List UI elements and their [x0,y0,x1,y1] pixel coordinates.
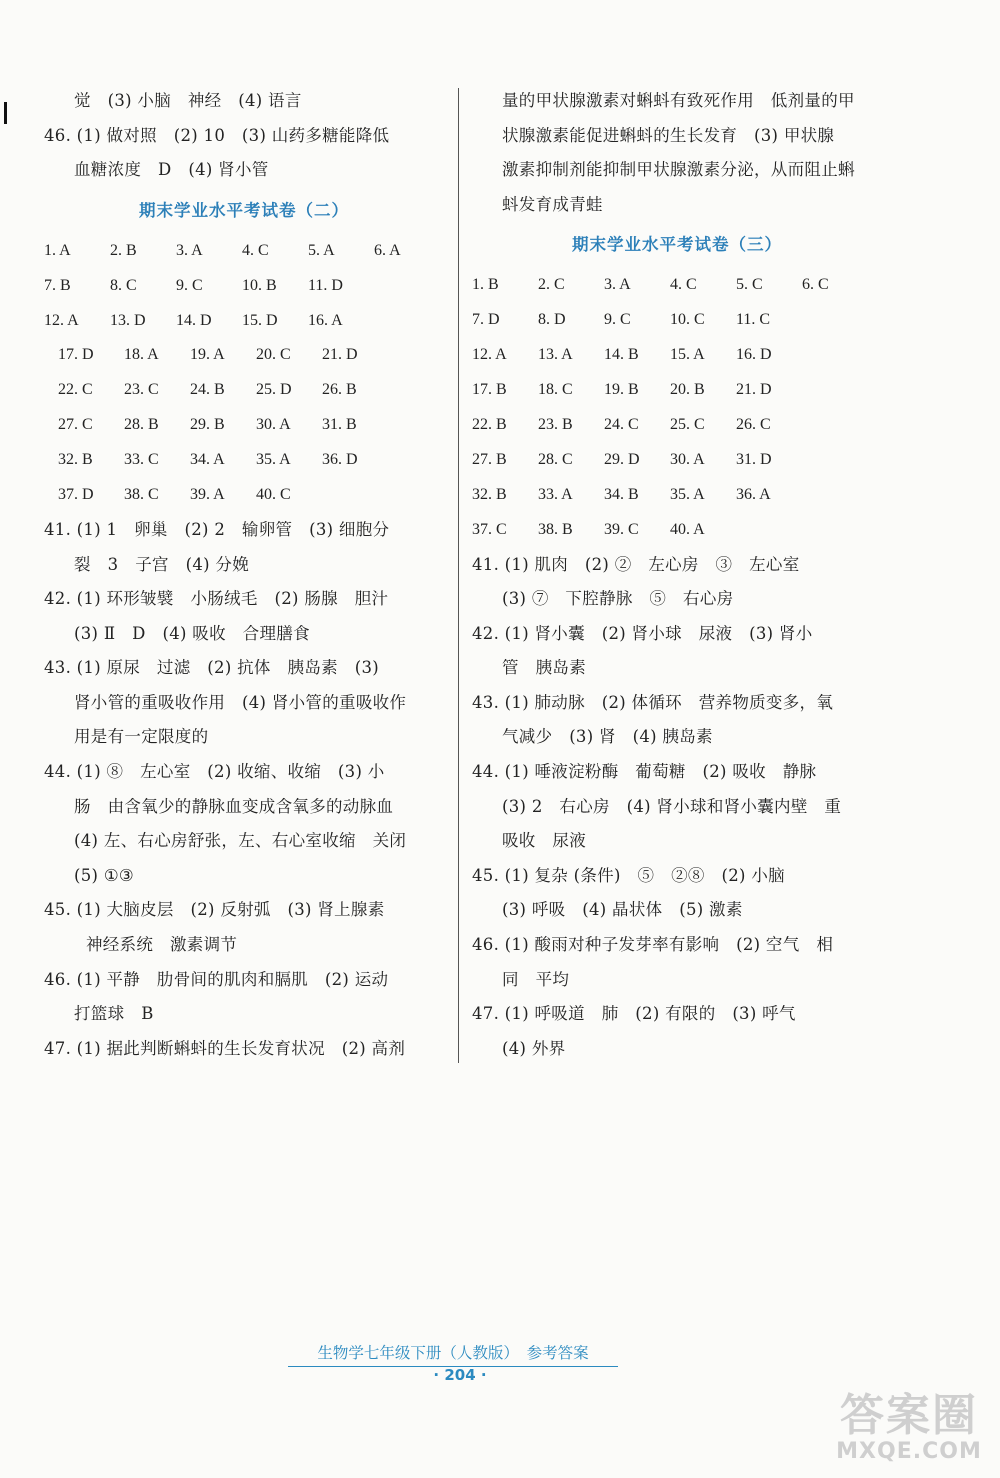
mc-answer: 39. A [190,486,225,504]
mc-answer: 36. D [322,451,358,469]
mc-answer: 26. C [736,415,771,433]
answer-line: 量的甲状腺激素对蝌蚪有致死作用 低剂量的甲 [502,91,855,110]
mc-answer: 31. B [322,416,357,434]
mc-answer: 8. D [538,311,566,329]
mc-answer: 6. C [802,276,829,294]
mc-answer: 36. A [736,485,771,503]
watermark-brand: 答案圈 [840,1390,978,1441]
right-post-lines [472,548,882,1067]
answer-line: 用是有一定限度的 [74,727,209,747]
mc-answer: 35. A [670,485,705,503]
mc-answer: 8. C [110,276,137,294]
left-column [44,84,444,1066]
mc-answer: 7. B [44,276,71,294]
section-title-exam-2: 期末学业水平考试卷（二） [139,200,349,220]
mc-answer-row [44,338,444,373]
answer-line: 血糖浓度 D (4) 肾小管 [74,160,269,180]
answer-line: 肾小管的重吸收作用 (4) 肾小管的重吸收作 [74,692,407,712]
mc-answer: 16. D [736,346,772,364]
mc-answer: 22. B [472,415,507,433]
mc-answer: 39. C [604,520,639,538]
mc-answer: 14. B [604,346,639,364]
mc-answer: 22. C [58,381,93,399]
section-title-exam-3: 期末学业水平考试卷（三） [572,235,782,255]
mc-answer: 24. B [190,381,225,399]
mc-answer: 2. C [538,276,565,294]
answer-line: 蚪发育成青蛙 [502,194,603,214]
mc-answer: 15. D [242,311,278,329]
mc-answer: 29. D [604,450,640,468]
mc-answer: 31. D [736,450,772,468]
mc-answer: 4. C [670,276,697,294]
mc-answer: 37. C [472,520,507,538]
mc-answer: 5. A [308,241,335,259]
mc-answer: 38. C [124,486,159,504]
mc-answer-row [472,338,882,373]
mc-answer-row [472,408,882,443]
column-divider [458,88,459,1063]
footer-book-title: 生物学七年级下册（人教版） 参考答案 [288,1340,618,1367]
answer-line: 管 胰岛素 [502,658,586,678]
answer-line: (3) Ⅱ D (4) 吸收 合理膳食 [74,623,310,643]
mc-answer-row [472,373,882,408]
mc-answer: 24. C [604,415,639,433]
mc-answer: 32. B [58,451,93,469]
answer-line: (5) ①③ [74,865,135,885]
mc-answer-row [472,513,882,548]
mc-answer: 9. C [604,311,631,329]
mc-answer: 26. B [322,381,357,399]
mc-answer: 23. C [124,381,159,399]
mc-answer: 19. A [190,346,225,364]
right-pre-lines [472,84,882,222]
answer-line: 肠 由含氧少的静脉血变成含氧多的动脉血 [74,796,394,816]
answer-line: 44. (1) 唾液淀粉酶 葡萄糖 (2) 吸收 静脉 [472,762,817,782]
answer-line: (3) ⑦ 下腔静脉 ⑤ 右心房 [502,589,734,609]
mc-answer-row [472,443,882,478]
answer-line: (4) 外界 [502,1038,566,1058]
answer-line: 打篮球 B [74,1004,154,1024]
mc-answer: 10. B [242,276,277,294]
mc-answer: 12. A [44,311,79,329]
answer-line: 42. (1) 环形皱襞 小肠绒毛 (2) 肠腺 胆汁 [44,589,389,609]
mc-answer: 13. D [110,311,146,329]
mc-answer: 23. B [538,415,573,433]
mc-answer: 16. A [308,311,343,329]
mc-answer-row [44,234,444,269]
mc-answer-row [472,268,882,303]
mc-answer: 30. A [256,416,291,434]
mc-answer: 21. D [736,381,772,399]
answer-line: (3) 呼吸 (4) 晶状体 (5) 激素 [502,900,743,920]
mc-answer: 38. B [538,520,573,538]
left-post-lines [44,513,444,1067]
mc-answer: 28. C [538,450,573,468]
mc-answer: 14. D [176,311,212,329]
answer-line: (4) 左、右心房舒张，左、右心室收缩 关闭 [74,831,407,851]
mc-answer: 11. C [736,311,771,329]
mc-answer: 19. B [604,381,639,399]
mc-answer: 2. B [110,241,137,259]
answer-line: 44. (1) ⑧ 左心室 (2) 收缩、收缩 (3) 小 [44,762,385,782]
mc-answer: 28. B [124,416,159,434]
mc-answer: 25. C [670,415,705,433]
mc-answer: 34. A [190,451,225,469]
answer-line: 状腺激素能促进蝌蚪的生长发育 (3) 甲状腺 [502,125,835,145]
answer-line: 46. (1) 平静 肋骨间的肌肉和膈肌 (2) 运动 [44,969,389,989]
right-mc-answers [472,268,882,547]
watermark-logo [820,1392,998,1476]
answer-line: 吸收 尿液 [502,831,586,851]
answer-line: 47. (1) 呼吸道 肺 (2) 有限的 (3) 呼气 [472,1004,796,1024]
left-pre-lines [44,84,444,188]
answer-line: 45. (1) 复杂 (条件) ⑤ ②⑧ (2) 小脑 [472,865,785,885]
mc-answer: 3. A [176,241,203,259]
mc-answer-row [472,303,882,338]
answer-line: 43. (1) 肺动脉 (2) 体循环 营养物质变多，氧 [472,692,834,712]
mc-answer: 1. A [44,241,71,259]
mc-answer-row [44,269,444,304]
mc-answer: 37. D [58,486,94,504]
answer-line: 同 平均 [502,969,570,989]
mc-answer: 29. B [190,416,225,434]
mc-answer: 27. C [58,416,93,434]
mc-answer: 17. D [58,346,94,364]
answer-line: 46. (1) 做对照 (2) 10 (3) 山药多糖能降低 [44,125,390,145]
mc-answer: 40. A [670,520,705,538]
mc-answer: 11. D [308,276,343,294]
mc-answer: 9. C [176,276,203,294]
mc-answer-row [44,373,444,408]
mc-answer: 27. B [472,450,507,468]
mc-answer: 1. B [472,276,499,294]
mc-answer-row [44,304,444,339]
mc-answer-row [44,443,444,478]
mc-answer: 17. B [472,381,507,399]
mc-answer: 5. C [736,276,763,294]
mc-answer: 32. B [472,485,507,503]
mc-answer: 20. B [670,381,705,399]
right-column [472,84,882,1066]
answer-line: 42. (1) 肾小囊 (2) 肾小球 尿液 (3) 肾小 [472,623,813,643]
watermark-domain: MXQE.COM [836,1439,982,1464]
mc-answer: 40. C [256,486,291,504]
answer-line: 46. (1) 酸雨对种子发芽率有影响 (2) 空气 相 [472,935,834,955]
answer-line: 45. (1) 大脑皮层 (2) 反射弧 (3) 肾上腺素 [44,900,385,920]
left-mc-answers [44,234,444,513]
mc-answer: 18. A [124,346,159,364]
mc-answer: 18. C [538,381,573,399]
mc-answer: 12. A [472,346,507,364]
mc-answer: 4. C [242,241,269,259]
page-number: · 204 · [433,1366,487,1384]
answer-line: 神经系统 激素调节 [86,935,238,955]
mc-answer: 10. C [670,311,705,329]
answer-line: 41. (1) 1 卵巢 (2) 2 输卵管 (3) 细胞分 [44,519,390,539]
answer-line: 气减少 (3) 肾 (4) 胰岛素 [502,727,713,747]
mc-answer: 35. A [256,451,291,469]
answer-line: 激素抑制剂能抑制甲状腺激素分泌，从而阻止蝌 [502,160,855,180]
mc-answer: 25. D [256,381,292,399]
mc-answer: 3. A [604,276,631,294]
mc-answer: 30. A [670,450,705,468]
mc-answer: 21. D [322,346,358,364]
mc-answer: 33. A [538,485,573,503]
mc-answer: 34. B [604,485,639,503]
mc-answer-row [472,478,882,513]
answer-line: 43. (1) 原尿 过滤 (2) 抗体 胰岛素 (3) [44,658,379,678]
mc-answer: 20. C [256,346,291,364]
mc-answer-row [44,408,444,443]
answer-line: 41. (1) 肌肉 (2) ② 左心房 ③ 左心室 [472,554,800,574]
mc-answer-row [44,478,444,513]
mc-answer: 7. D [472,311,500,329]
mc-answer: 13. A [538,346,573,364]
mc-answer: 6. A [374,241,401,259]
left-margin-mark [4,102,7,124]
mc-answer: 15. A [670,346,705,364]
answer-line: (3) 2 右心房 (4) 肾小球和肾小囊内壁 重 [502,796,842,816]
answer-line: 觉 (3) 小脑 神经 (4) 语言 [74,91,302,110]
answer-line: 裂 3 子宫 (4) 分娩 [74,554,250,574]
mc-answer: 33. C [124,451,159,469]
answer-line: 47. (1) 据此判断蝌蚪的生长发育状况 (2) 高剂 [44,1038,406,1058]
